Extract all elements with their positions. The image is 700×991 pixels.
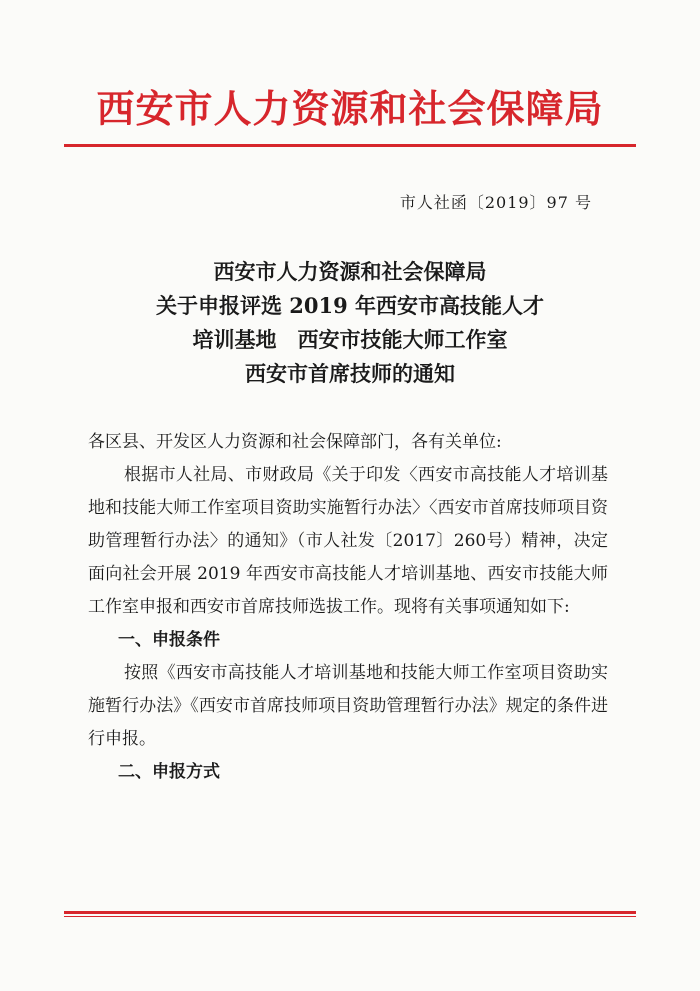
letterhead-org-name: 西安市人力资源和社会保障局 bbox=[96, 86, 604, 131]
title-line-1: 西安市人力资源和社会保障局 bbox=[213, 259, 487, 284]
footer-rule-thin bbox=[64, 916, 636, 917]
title-line-4: 西安市首席技师的通知 bbox=[245, 361, 455, 386]
footer-rule-thick bbox=[64, 911, 636, 914]
title-line-3: 培训基地 西安市技能大师工作室 bbox=[192, 327, 508, 352]
section-heading-1: 一、申报条件 bbox=[118, 630, 220, 650]
section-heading-2: 二、申报方式 bbox=[118, 762, 220, 782]
document-title bbox=[0, 255, 700, 391]
document-body bbox=[88, 426, 608, 789]
title-line-2: 关于申报评选 2019 年西安市高技能人才 bbox=[155, 293, 545, 318]
document-number: 市人社函〔2019〕97 号 bbox=[399, 193, 592, 212]
section-text-1: 按照《西安市高技能人才培训基地和技能大师工作室项目资助实施暂行办法》《西安市首席技师项目资助管理暂行办法》规定的条件进行申报。 bbox=[88, 663, 608, 749]
salutation: 各区县、开发区人力资源和社会保障部门，各有关单位: bbox=[88, 432, 502, 452]
letterhead-top-rule bbox=[64, 144, 636, 147]
paragraph-intro: 根据市人社局、市财政局《关于印发〈西安市高技能人才培训基地和技能大师工作室项目资助实施暂行办法〉〈西安市首席技师项目资助管理暂行办法〉的通知》（市人社发〔2017〕260号）精神，决定面向社会开展 2019 年西安市高技能人才培训基地、西安市技能大师工作室申报和西安市首席技师选拔工作。现将有关事项通知如下: bbox=[88, 465, 608, 617]
